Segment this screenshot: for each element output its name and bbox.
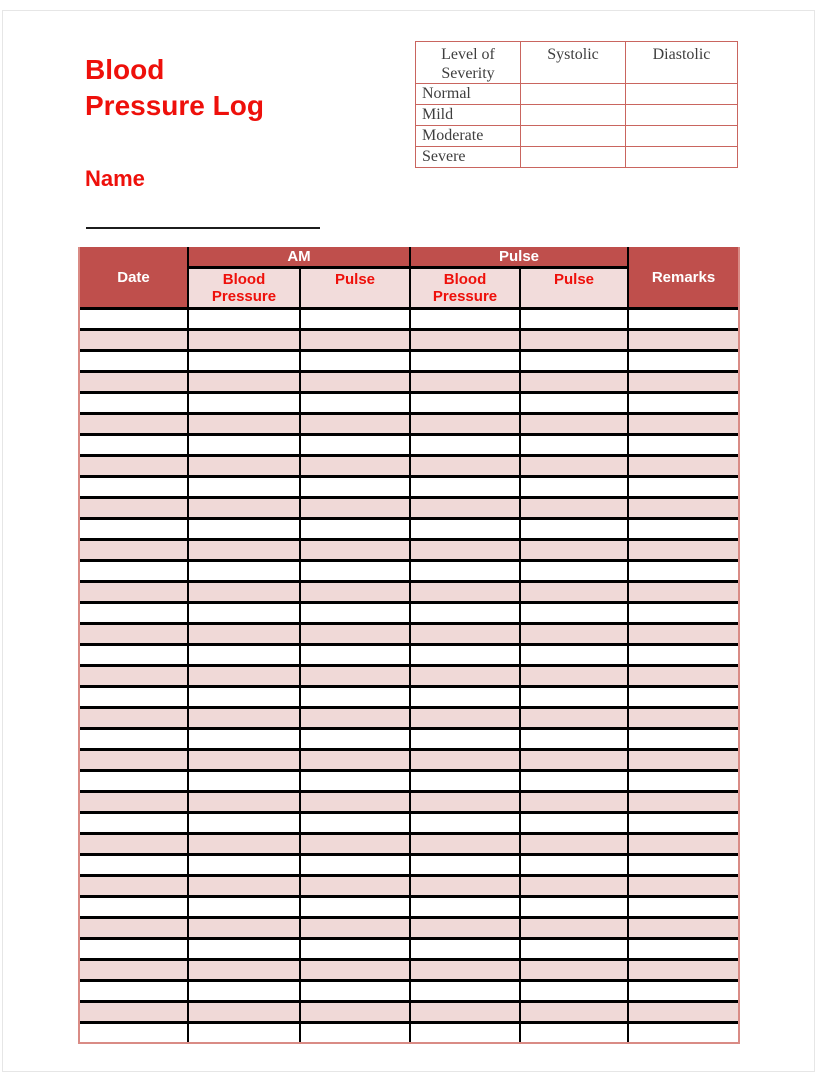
log-cell-date <box>80 813 188 834</box>
log-cell-pm-pulse <box>520 750 628 771</box>
log-cell-pm-blood-pressure <box>410 666 520 687</box>
document-title-line1: Blood <box>85 54 165 85</box>
log-cell-date <box>80 372 188 393</box>
log-cell-am-blood-pressure <box>188 561 300 582</box>
log-cell-am-blood-pressure <box>188 456 300 477</box>
log-cell-pm-pulse <box>520 414 628 435</box>
log-cell-pm-pulse <box>520 624 628 645</box>
column-header-pm-pulse: Pulse <box>520 268 628 309</box>
log-cell-am-pulse <box>300 330 410 351</box>
log-row <box>80 498 738 519</box>
log-cell-am-blood-pressure <box>188 603 300 624</box>
log-cell-am-pulse <box>300 582 410 603</box>
log-cell-pm-pulse <box>520 834 628 855</box>
log-row <box>80 981 738 1002</box>
log-cell-pm-pulse <box>520 939 628 960</box>
log-cell-am-blood-pressure <box>188 834 300 855</box>
log-cell-am-blood-pressure <box>188 519 300 540</box>
log-cell-pm-pulse <box>520 582 628 603</box>
log-cell-am-pulse <box>300 393 410 414</box>
severity-systolic-cell <box>521 126 626 147</box>
log-row <box>80 708 738 729</box>
severity-diastolic-cell <box>626 147 738 168</box>
log-cell-remarks <box>628 960 738 981</box>
log-cell-am-blood-pressure <box>188 771 300 792</box>
document-title <box>85 52 264 124</box>
log-cell-date <box>80 414 188 435</box>
log-cell-pm-pulse <box>520 918 628 939</box>
log-cell-am-blood-pressure <box>188 372 300 393</box>
log-cell-pm-blood-pressure <box>410 855 520 876</box>
log-row <box>80 309 738 330</box>
log-cell-remarks <box>628 729 738 750</box>
log-cell-pm-blood-pressure <box>410 687 520 708</box>
log-cell-pm-blood-pressure <box>410 771 520 792</box>
log-row <box>80 750 738 771</box>
severity-diastolic-cell <box>626 126 738 147</box>
log-cell-remarks <box>628 624 738 645</box>
log-cell-am-pulse <box>300 708 410 729</box>
log-cell-pm-pulse <box>520 1023 628 1043</box>
log-row <box>80 666 738 687</box>
log-cell-pm-blood-pressure <box>410 624 520 645</box>
log-cell-pm-pulse <box>520 561 628 582</box>
log-row <box>80 729 738 750</box>
log-row <box>80 939 738 960</box>
log-cell-am-pulse <box>300 645 410 666</box>
log-cell-remarks <box>628 372 738 393</box>
log-cell-remarks <box>628 750 738 771</box>
log-row <box>80 1002 738 1023</box>
log-cell-pm-blood-pressure <box>410 309 520 330</box>
log-cell-am-pulse <box>300 918 410 939</box>
log-cell-am-pulse <box>300 477 410 498</box>
column-header-am-pulse: Pulse <box>300 268 410 309</box>
log-row <box>80 687 738 708</box>
log-cell-pm-blood-pressure <box>410 351 520 372</box>
log-cell-am-pulse <box>300 960 410 981</box>
log-cell-date <box>80 330 188 351</box>
log-row <box>80 393 738 414</box>
severity-row-normal <box>416 84 738 105</box>
log-cell-pm-blood-pressure <box>410 477 520 498</box>
severity-header-diastolic: Diastolic <box>626 42 738 84</box>
log-cell-remarks <box>628 645 738 666</box>
log-cell-remarks <box>628 834 738 855</box>
log-row <box>80 1023 738 1043</box>
log-cell-date <box>80 1002 188 1023</box>
log-cell-pm-blood-pressure <box>410 456 520 477</box>
log-cell-pm-pulse <box>520 666 628 687</box>
log-cell-date <box>80 897 188 918</box>
log-table <box>80 247 738 1042</box>
log-row <box>80 624 738 645</box>
severity-row-mild <box>416 105 738 126</box>
severity-level-cell: Mild <box>416 105 521 126</box>
log-cell-am-blood-pressure <box>188 729 300 750</box>
log-cell-remarks <box>628 330 738 351</box>
log-cell-pm-blood-pressure <box>410 330 520 351</box>
log-cell-am-blood-pressure <box>188 792 300 813</box>
log-cell-am-pulse <box>300 729 410 750</box>
log-cell-date <box>80 624 188 645</box>
column-header-date: Date <box>80 247 188 309</box>
column-group-pm: Pulse <box>410 247 628 268</box>
log-cell-date <box>80 918 188 939</box>
log-cell-date <box>80 393 188 414</box>
log-cell-am-pulse <box>300 519 410 540</box>
document-title-line2: Pressure Log <box>85 90 264 121</box>
log-cell-date <box>80 519 188 540</box>
log-cell-pm-blood-pressure <box>410 414 520 435</box>
log-cell-pm-blood-pressure <box>410 393 520 414</box>
log-cell-pm-pulse <box>520 876 628 897</box>
log-cell-pm-pulse <box>520 981 628 1002</box>
log-row <box>80 918 738 939</box>
log-cell-pm-blood-pressure <box>410 750 520 771</box>
log-cell-date <box>80 666 188 687</box>
severity-row-moderate <box>416 126 738 147</box>
log-row <box>80 960 738 981</box>
severity-legend-table <box>415 41 738 168</box>
log-row <box>80 603 738 624</box>
log-cell-remarks <box>628 309 738 330</box>
log-row <box>80 519 738 540</box>
log-cell-am-pulse <box>300 897 410 918</box>
log-cell-pm-pulse <box>520 1002 628 1023</box>
log-cell-am-pulse <box>300 687 410 708</box>
log-cell-pm-pulse <box>520 960 628 981</box>
log-cell-am-pulse <box>300 855 410 876</box>
log-cell-am-pulse <box>300 750 410 771</box>
log-cell-am-pulse <box>300 372 410 393</box>
log-row <box>80 897 738 918</box>
log-cell-pm-blood-pressure <box>410 981 520 1002</box>
log-cell-remarks <box>628 540 738 561</box>
log-cell-date <box>80 603 188 624</box>
log-cell-am-pulse <box>300 939 410 960</box>
log-cell-pm-blood-pressure <box>410 582 520 603</box>
log-cell-am-blood-pressure <box>188 897 300 918</box>
log-cell-pm-blood-pressure <box>410 897 520 918</box>
log-cell-remarks <box>628 561 738 582</box>
log-cell-am-pulse <box>300 561 410 582</box>
log-cell-am-blood-pressure <box>188 414 300 435</box>
log-cell-pm-blood-pressure <box>410 498 520 519</box>
log-cell-pm-blood-pressure <box>410 435 520 456</box>
log-cell-pm-blood-pressure <box>410 372 520 393</box>
log-row <box>80 855 738 876</box>
log-cell-date <box>80 876 188 897</box>
log-cell-pm-blood-pressure <box>410 519 520 540</box>
log-cell-am-pulse <box>300 540 410 561</box>
log-cell-am-pulse <box>300 1002 410 1023</box>
log-cell-remarks <box>628 708 738 729</box>
log-cell-pm-pulse <box>520 393 628 414</box>
log-cell-am-blood-pressure <box>188 351 300 372</box>
log-cell-date <box>80 1023 188 1043</box>
log-row <box>80 414 738 435</box>
log-row <box>80 876 738 897</box>
log-cell-am-blood-pressure <box>188 687 300 708</box>
column-header-pm-blood-pressure: Blood Pressure <box>410 268 520 309</box>
log-cell-remarks <box>628 939 738 960</box>
log-row <box>80 330 738 351</box>
log-cell-am-blood-pressure <box>188 435 300 456</box>
log-cell-remarks <box>628 519 738 540</box>
log-cell-pm-pulse <box>520 645 628 666</box>
log-row <box>80 351 738 372</box>
log-table-body <box>80 309 738 1043</box>
log-row <box>80 582 738 603</box>
log-cell-am-blood-pressure <box>188 750 300 771</box>
log-cell-date <box>80 708 188 729</box>
log-cell-date <box>80 792 188 813</box>
column-header-remarks: Remarks <box>628 247 738 309</box>
log-cell-am-blood-pressure <box>188 708 300 729</box>
log-cell-date <box>80 855 188 876</box>
severity-systolic-cell <box>521 147 626 168</box>
log-cell-remarks <box>628 414 738 435</box>
log-cell-pm-pulse <box>520 855 628 876</box>
log-row <box>80 645 738 666</box>
log-cell-pm-blood-pressure <box>410 918 520 939</box>
log-cell-am-blood-pressure <box>188 666 300 687</box>
log-cell-pm-pulse <box>520 687 628 708</box>
log-cell-remarks <box>628 771 738 792</box>
log-cell-am-pulse <box>300 603 410 624</box>
log-cell-am-pulse <box>300 792 410 813</box>
log-cell-pm-blood-pressure <box>410 792 520 813</box>
log-cell-am-pulse <box>300 666 410 687</box>
log-cell-pm-pulse <box>520 372 628 393</box>
log-cell-date <box>80 981 188 1002</box>
log-cell-pm-pulse <box>520 435 628 456</box>
log-cell-date <box>80 939 188 960</box>
log-cell-pm-pulse <box>520 456 628 477</box>
log-cell-am-pulse <box>300 456 410 477</box>
log-cell-am-blood-pressure <box>188 960 300 981</box>
log-cell-am-pulse <box>300 813 410 834</box>
log-cell-date <box>80 309 188 330</box>
log-cell-remarks <box>628 813 738 834</box>
log-cell-pm-pulse <box>520 351 628 372</box>
log-cell-pm-blood-pressure <box>410 708 520 729</box>
log-cell-remarks <box>628 498 738 519</box>
log-cell-pm-blood-pressure <box>410 876 520 897</box>
log-cell-am-blood-pressure <box>188 1002 300 1023</box>
log-cell-am-pulse <box>300 876 410 897</box>
log-cell-am-pulse <box>300 834 410 855</box>
log-cell-am-blood-pressure <box>188 498 300 519</box>
log-cell-remarks <box>628 876 738 897</box>
log-cell-date <box>80 351 188 372</box>
log-cell-am-blood-pressure <box>188 813 300 834</box>
log-cell-date <box>80 456 188 477</box>
log-cell-am-blood-pressure <box>188 540 300 561</box>
log-cell-pm-blood-pressure <box>410 540 520 561</box>
log-cell-remarks <box>628 1002 738 1023</box>
severity-row-severe <box>416 147 738 168</box>
log-cell-am-pulse <box>300 624 410 645</box>
log-cell-remarks <box>628 351 738 372</box>
log-table-container <box>78 247 740 1044</box>
log-cell-date <box>80 771 188 792</box>
log-cell-pm-pulse <box>520 813 628 834</box>
log-cell-remarks <box>628 687 738 708</box>
log-cell-date <box>80 750 188 771</box>
log-cell-pm-blood-pressure <box>410 729 520 750</box>
severity-diastolic-cell <box>626 105 738 126</box>
severity-header-level: Level of Severity <box>416 42 521 84</box>
log-cell-date <box>80 435 188 456</box>
log-cell-pm-pulse <box>520 498 628 519</box>
log-row <box>80 561 738 582</box>
log-cell-date <box>80 582 188 603</box>
name-label: Name <box>85 166 145 191</box>
severity-header-row <box>416 42 738 84</box>
log-cell-date <box>80 960 188 981</box>
log-cell-date <box>80 540 188 561</box>
log-cell-am-blood-pressure <box>188 876 300 897</box>
log-cell-date <box>80 645 188 666</box>
severity-systolic-cell <box>521 105 626 126</box>
severity-level-cell: Moderate <box>416 126 521 147</box>
name-fill-in-line <box>86 227 320 229</box>
log-cell-am-pulse <box>300 1023 410 1043</box>
log-cell-pm-blood-pressure <box>410 813 520 834</box>
log-cell-date <box>80 834 188 855</box>
log-table-group-header-row <box>80 247 738 268</box>
log-cell-am-pulse <box>300 435 410 456</box>
log-cell-am-blood-pressure <box>188 645 300 666</box>
log-row <box>80 477 738 498</box>
log-cell-pm-blood-pressure <box>410 1002 520 1023</box>
log-cell-am-blood-pressure <box>188 624 300 645</box>
log-cell-am-pulse <box>300 414 410 435</box>
log-cell-pm-blood-pressure <box>410 1023 520 1043</box>
log-cell-am-blood-pressure <box>188 330 300 351</box>
column-group-am: AM <box>188 247 410 268</box>
log-cell-pm-pulse <box>520 792 628 813</box>
log-cell-remarks <box>628 918 738 939</box>
log-cell-am-blood-pressure <box>188 477 300 498</box>
log-row <box>80 792 738 813</box>
severity-header-systolic: Systolic <box>521 42 626 84</box>
log-cell-pm-pulse <box>520 729 628 750</box>
log-cell-pm-pulse <box>520 330 628 351</box>
log-cell-date <box>80 498 188 519</box>
log-row <box>80 771 738 792</box>
log-cell-pm-blood-pressure <box>410 834 520 855</box>
log-cell-pm-blood-pressure <box>410 603 520 624</box>
log-cell-pm-pulse <box>520 771 628 792</box>
log-row <box>80 456 738 477</box>
log-cell-remarks <box>628 456 738 477</box>
log-row <box>80 372 738 393</box>
log-cell-am-blood-pressure <box>188 582 300 603</box>
log-cell-date <box>80 561 188 582</box>
log-cell-am-pulse <box>300 351 410 372</box>
severity-systolic-cell <box>521 84 626 105</box>
log-cell-am-blood-pressure <box>188 855 300 876</box>
log-cell-am-blood-pressure <box>188 1023 300 1043</box>
log-cell-remarks <box>628 603 738 624</box>
log-cell-date <box>80 477 188 498</box>
log-cell-pm-blood-pressure <box>410 939 520 960</box>
log-cell-am-pulse <box>300 981 410 1002</box>
log-cell-pm-pulse <box>520 519 628 540</box>
severity-level-cell: Normal <box>416 84 521 105</box>
log-row <box>80 540 738 561</box>
log-cell-remarks <box>628 393 738 414</box>
log-cell-remarks <box>628 792 738 813</box>
log-cell-am-blood-pressure <box>188 309 300 330</box>
log-cell-am-blood-pressure <box>188 393 300 414</box>
log-cell-remarks <box>628 582 738 603</box>
log-row <box>80 813 738 834</box>
log-cell-pm-pulse <box>520 603 628 624</box>
log-cell-remarks <box>628 1023 738 1043</box>
log-cell-remarks <box>628 477 738 498</box>
log-cell-am-blood-pressure <box>188 939 300 960</box>
log-cell-remarks <box>628 435 738 456</box>
log-cell-date <box>80 729 188 750</box>
log-cell-remarks <box>628 666 738 687</box>
log-cell-remarks <box>628 981 738 1002</box>
log-cell-am-blood-pressure <box>188 981 300 1002</box>
log-cell-pm-pulse <box>520 708 628 729</box>
severity-diastolic-cell <box>626 84 738 105</box>
log-cell-pm-blood-pressure <box>410 960 520 981</box>
log-cell-pm-pulse <box>520 540 628 561</box>
log-cell-pm-pulse <box>520 477 628 498</box>
log-cell-remarks <box>628 897 738 918</box>
log-cell-date <box>80 687 188 708</box>
log-cell-pm-pulse <box>520 309 628 330</box>
log-cell-remarks <box>628 855 738 876</box>
log-cell-am-pulse <box>300 309 410 330</box>
log-cell-pm-blood-pressure <box>410 561 520 582</box>
log-cell-pm-blood-pressure <box>410 645 520 666</box>
column-header-am-blood-pressure: Blood Pressure <box>188 268 300 309</box>
log-row <box>80 834 738 855</box>
severity-level-cell: Severe <box>416 147 521 168</box>
log-cell-am-blood-pressure <box>188 918 300 939</box>
log-row <box>80 435 738 456</box>
log-cell-am-pulse <box>300 498 410 519</box>
log-cell-pm-pulse <box>520 897 628 918</box>
log-cell-am-pulse <box>300 771 410 792</box>
